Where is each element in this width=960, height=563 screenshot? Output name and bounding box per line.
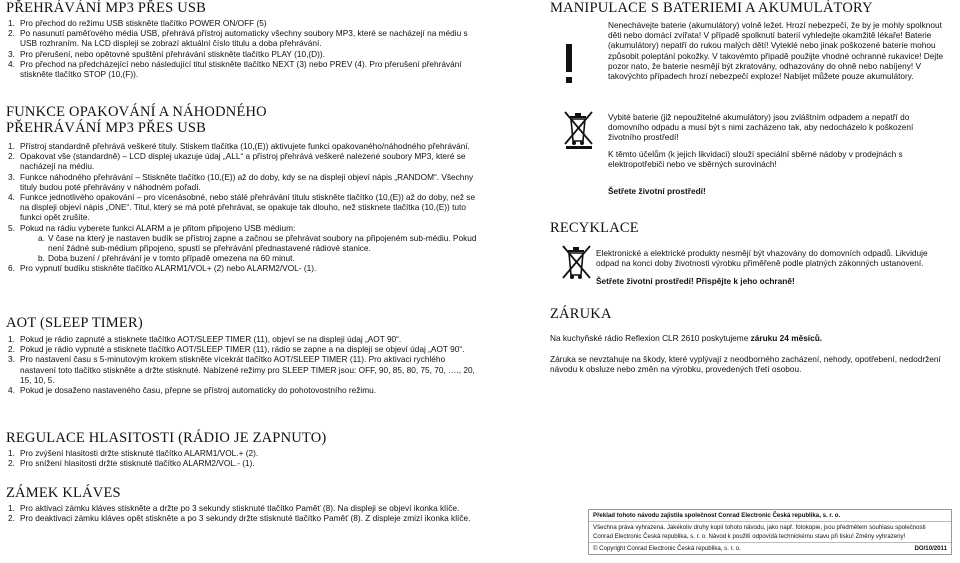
imprint-title: Překlad tohoto návodu zajistila společnost Conrad Electronic Česká republika, s. r. o. xyxy=(589,510,951,522)
list-item: 2. Pro deaktivaci zámku kláves opět stiskněte a po 3 sekundy držte stisknuté tlačítko Paměť (8). Z displeje zmizí ikonka klíče. xyxy=(8,513,471,524)
section-title: REGULACE HLASITOSTI (RÁDIO JE ZAPNUTO) xyxy=(6,430,327,446)
volume-list xyxy=(6,448,478,468)
section-title: FUNKCE OPAKOVÁNÍ A NÁHODNÉHO PŘEHRÁVÁNÍ MP3 PŘES USB xyxy=(6,104,267,136)
section-title: ZÁMEK KLÁVES xyxy=(6,485,121,501)
collection-text: K těmto účelům (k jejich likvidaci) slouží speciální sběrné nádoby v prodejnách s elektropotřebiči nebo ve sběrných surovinách! xyxy=(608,149,903,170)
sub-list-item: a. V čase na který je nastaven budík se přístroj zapne a začnou se přehrávat soubory na připojeném sub-médiu. Pokud není žádné sub-médium připojeno, spustí se přehrávání přednastavené rádiové stanice. xyxy=(38,232,477,254)
protect-env-text: Šetřete životní prostředí! xyxy=(608,186,706,196)
list-item: 6. Pro vypnutí budíku stiskněte tlačítko ALARM1/VOL+ (2) nebo ALARM2/VOL- (1). xyxy=(8,263,317,274)
section-title: RECYKLACE xyxy=(550,220,639,236)
list-item: 3. Pro přerušení, nebo opětovné spuštění přehrávání stiskněte tlačítko PLAY (10,(D)). xyxy=(8,48,325,59)
sub-list-item: b. Doba buzení / přehrávání je v tomto případě omezena na 60 minut. xyxy=(38,253,295,264)
imprint-box xyxy=(588,509,952,555)
imprint-rights: Všechna práva vyhrazena. Jakékoliv druhy kopií tohoto návodu, jako např. fotokopie, jsou předmětem souhlasu společnosti Conrad Electronic Česká republika, s. r. o. Návod k použití odpovídá technickému stavu při tisku! Změny vyhrazeny! xyxy=(589,522,951,543)
list-item: 2. Po nasunutí paměťového média USB, přehrává přístroj automaticky všechny soubory MP3, které se nacházejí na médiu s USB rozhraním. Na LCD displeji se zobrazí aktuální číslo titulu a doba přehrávání. xyxy=(8,28,468,49)
list-item: 1. Pokud je rádio zapnuté a stisknete tlačítko AOT/SLEEP TIMER (11), objeví se na displeji údaj „AOT 90“. xyxy=(8,334,402,344)
keylock-list xyxy=(6,503,478,523)
repeat-list xyxy=(6,141,478,274)
list-item: 1. Pro přechod do režimu USB stiskněte tlačítko POWER ON/OFF (5) xyxy=(8,18,267,28)
disposal-text: Vybité baterie (již nepoužitelné akumulátory) jsou zvláštním odpadem a nepatří do domovního odpadu a musí být s nimi zacházeno tak, aby nedocházelo k poškození životního prostředí! xyxy=(608,112,914,143)
list-item: 4. Pokud je dosaženo nastaveného času, přepne se přístroj automaticky do pohotovostního režimu. xyxy=(8,385,377,396)
list-item: 5. Pokud na rádiu vyberete funkci ALARM a je přitom připojeno USB médium: xyxy=(8,222,296,233)
section-mp3-usb xyxy=(6,0,478,79)
list-item: 1. Přístroj standardně přehrává veškeré tituly. Stiskem tlačítka (10,(E)) aktivujete funkci opakovaného/náhodného přehrávání. xyxy=(8,141,470,151)
list-item: 3. Pro nastavení času s 5-minutovým krokem stiskněte vícekrát tlačítko AOT/SLEEP TIMER (11). Pro aktivaci rychlého nastavení toto tlačítko stiskněte a držte stisknuté. Nabízené režimy pro SLEEP TIMER jsou: OFF, 90, 85, 80, 75, 70, …., 20, 15, 10, 5. xyxy=(8,354,475,385)
section-repeat-random xyxy=(6,104,478,274)
section-title: PŘEHRÁVÁNÍ MP3 PŘES USB xyxy=(6,0,206,16)
list-item: 4. Pro přechod na předcházející nebo následující titul stiskněte tlačítko NEXT (3) nebo PREV (4). Pro přerušení přehrávání stiskněte tlačítko STOP (10,(F)). xyxy=(8,58,462,80)
list-item: 2. Pokud je rádio vypnuté a stisknete tlačítko AOT/SLEEP TIMER (11), rádio se zapne a na displeji se objeví údaj „AOT 90“. xyxy=(8,344,465,355)
list-item: 1. Pro zvýšení hlasitosti držte stisknuté tlačítko ALARM1/VOL.+ (2). xyxy=(8,448,259,458)
weee-bin-icon xyxy=(560,242,594,289)
list-item: 1. Pro aktivaci zámku kláves stiskněte a držte po 3 sekundy stisknuté tlačítko Paměť (8). Na displeji se objeví ikonka klíče. xyxy=(8,503,460,513)
section-volume xyxy=(6,430,478,468)
list-item: 4. Funkce jednotlivého opakování – pro vícenásobné, nebo stálé přehrávání titulu stiskněte tlačítko (10,(E)) až do doby, než se na displeji objeví nápis „ONE“. Titul, který se má poté přehrávat, se opakuje tak dlouho, než stisknete tlačítka (10,(E)) tuto funkci opět zrušíte. xyxy=(8,192,476,223)
section-aot xyxy=(6,315,478,395)
recycling-text: Elektronické a elektrické produkty nesmějí být vhazovány do domovních odpadů. Likviduje odpad na konci doby životnosti výrobku přiměřeně podle platných zákonných ustanovení. Šetřete životní prostředí! Přispějte k jeho ochraně! xyxy=(596,248,928,287)
mp3-usb-list xyxy=(6,18,478,79)
section-title: MANIPULACE S BATERIEMI A AKUMULÁTORY xyxy=(550,0,873,16)
crossed-out-bin-icon xyxy=(562,108,596,155)
imprint-copyright: © Copyright Conrad Electronic Česká republika, s. r. o. DO/10/2011 xyxy=(593,545,947,552)
section-keylock xyxy=(6,485,478,523)
list-item: 2. Pro snížení hlasitosti držte stisknuté tlačítko ALARM2/VOL.- (1). xyxy=(8,458,255,469)
list-item: 3. Funkce náhodného přehrávání – Stiskněte tlačítko (10,(E)) až do doby, kdy se na displeji objeví nápis „RANDOM“. Všechny tituly budou poté přehrávány v náhodném pořadí. xyxy=(8,171,474,192)
battery-warning-text: Nenechávejte baterie (akumulátory) volně ležet. Hrozí nebezpečí, že by je mohly spolknout děti nebo domácí zvířata! V případě spolknutí baterií vyhledejte okamžitě lékaře! Baterie (akumulátory) nepatří do rukou malých dětí! Vyteklé nebo jinak poškozené baterie mohou způsobit poleptání pokožky. V takovémto případě použijte vhodné ochranné rukavice! Dejte pozor nato, že baterie nesmějí být zkratovány, odhazovány do ohně nebo nabíjeny! V takovýchto případech hrozí nebezpečí exploze! Nabíjet můžete pouze akumulátory. xyxy=(608,20,944,82)
section-title: AOT (SLEEP TIMER) xyxy=(6,315,143,331)
warning-icon xyxy=(554,42,584,91)
aot-list xyxy=(6,334,478,395)
section-title: ZÁRUKA xyxy=(550,306,612,322)
warranty-text: Na kuchyňské rádio Reflexion CLR 2610 poskytujeme záruku 24 měsíců. Záruka se nevztahuje na škody, které vyplývají z neodborného zacházení, nehody, opotřebení, nedodržení návodu k obsluze nebo změn na výrobku, provedených třetí osobou. xyxy=(550,333,941,375)
list-item: 2. Opakovat vše (standardně) – LCD displej ukazuje údaj „ALL“ a přístroj přehrává veškeré nalezené soubory MP3, které se nacházejí na médiu. xyxy=(8,151,466,172)
